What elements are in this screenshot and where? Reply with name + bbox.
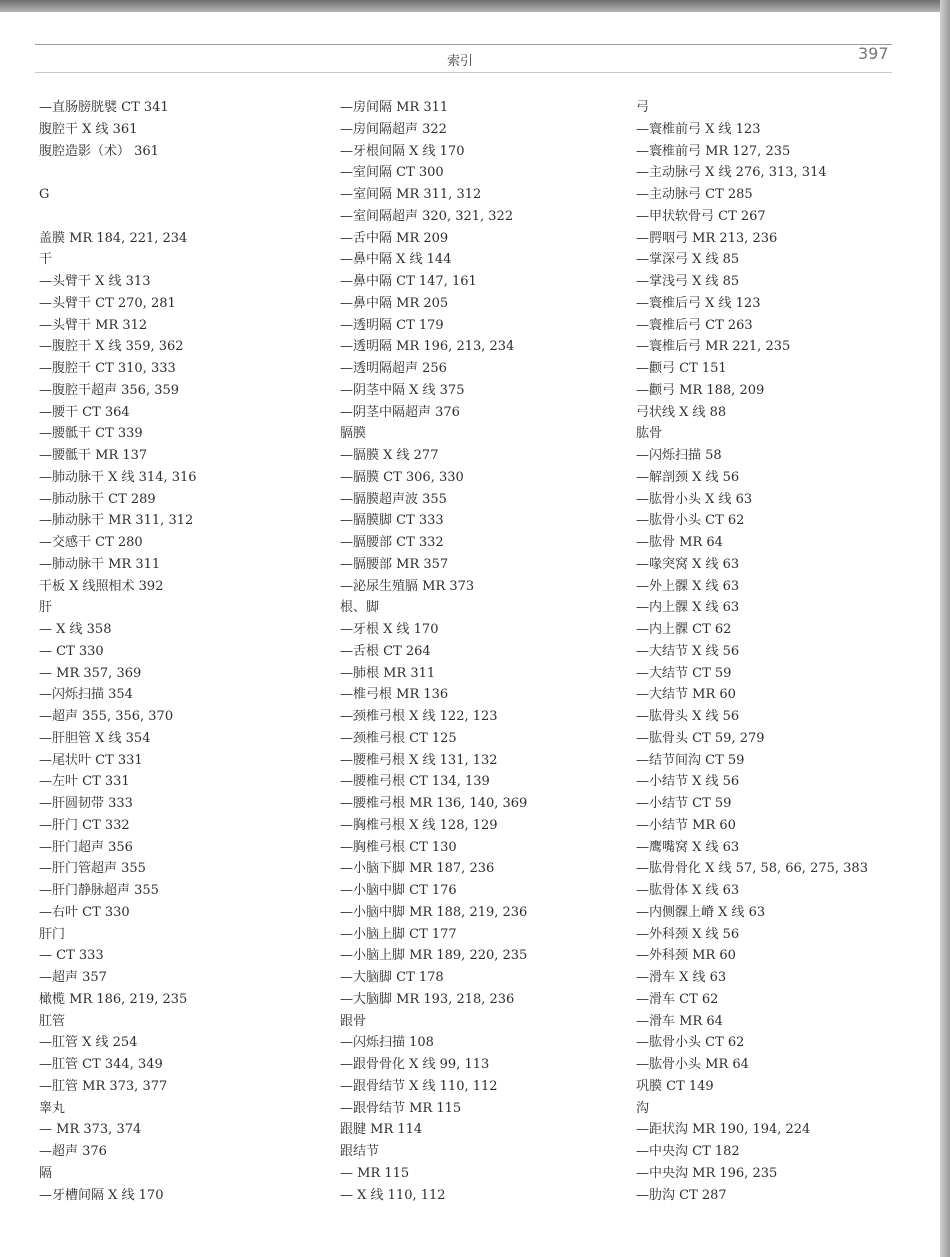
index-entry: —鼻中隔 X 线 144 <box>340 252 452 268</box>
index-entry: —腰椎弓根 MR 136, 140, 369 <box>340 796 528 811</box>
index-entry: —直肠膀胱襞 CT 341 <box>39 100 169 115</box>
index-entry: —超声 355, 356, 370 <box>39 709 174 724</box>
index-entry: 盖膜 MR 184, 221, 234 <box>39 230 188 246</box>
index-entry: —椎弓根 MR 136 <box>340 687 449 703</box>
index-entry: —肱骨小头 CT 62 <box>636 1035 745 1051</box>
index-entry: —腭咽弓 MR 213, 236 <box>636 230 778 246</box>
index-entry: 弓 <box>636 100 650 115</box>
index-entry: —膈膜脚 CT 333 <box>340 513 444 529</box>
index-entry: — MR 373, 374 <box>39 1122 142 1138</box>
index-entry: —主动脉弓 CT 285 <box>636 187 753 202</box>
index-entry: —寰椎后弓 MR 221, 235 <box>636 339 791 355</box>
index-entry: —滑车 MR 64 <box>636 1013 723 1029</box>
index-entry: —小脑上脚 MR 189, 220, 235 <box>340 948 528 964</box>
index-entry <box>39 162 197 184</box>
index-entry: —腰椎弓根 CT 134, 139 <box>340 774 490 790</box>
index-entry: —室间隔 MR 311, 312 <box>340 187 482 202</box>
index-entry: 跟结节 <box>340 1144 380 1159</box>
index-entry: —寰椎后弓 CT 263 <box>636 317 753 333</box>
index-entry: —膈腰部 CT 332 <box>340 535 444 550</box>
index-entry: —颈椎弓根 X 线 122, 123 <box>340 709 498 724</box>
index-entry: —房间隔 MR 311 <box>340 100 449 115</box>
index-entry: 睾丸 <box>39 1100 66 1116</box>
index-entry: —内侧髁上嵴 X 线 63 <box>636 904 766 920</box>
index-entry: —胸椎弓根 X 线 128, 129 <box>340 817 498 833</box>
index-entry: 肱骨 <box>636 426 663 442</box>
index-entry: —牙槽间隔 X 线 170 <box>39 1187 164 1203</box>
index-entry: —肱骨 MR 64 <box>636 535 723 550</box>
index-entry: —右叶 CT 330 <box>39 904 130 920</box>
index-entry: —结节间沟 CT 59 <box>636 752 745 768</box>
index-entry <box>39 206 197 228</box>
index-entry: —滑车 CT 62 <box>636 991 719 1007</box>
index-entry: —膈膜 CT 306, 330 <box>340 469 464 485</box>
index-entry: —肝门超声 356 <box>39 839 133 855</box>
index-entry: —寰椎后弓 X 线 123 <box>636 295 761 311</box>
index-entry: —甲状软骨弓 CT 267 <box>636 208 766 224</box>
index-entry: —头臂干 X 线 313 <box>39 274 151 289</box>
index-entry: —腰椎弓根 X 线 131, 132 <box>340 752 498 768</box>
index-entry: —膈膜超声波 355 <box>340 491 447 507</box>
index-entry: —小结节 X 线 56 <box>636 774 740 790</box>
index-entry: —牙根间隔 X 线 170 <box>340 143 465 159</box>
page-top-edge <box>0 0 950 12</box>
index-entry: —喙突窝 X 线 63 <box>636 556 740 572</box>
index-entry: —大结节 CT 59 <box>636 665 732 681</box>
index-entry: —闪烁扫描 108 <box>340 1035 434 1051</box>
index-entry: —肱骨小头 MR 64 <box>636 1057 749 1072</box>
index-entry: —肝门静脉超声 355 <box>39 883 159 898</box>
index-entry: —腹腔干 X 线 359, 362 <box>39 339 184 355</box>
index-entry: —透明隔 CT 179 <box>340 317 444 333</box>
index-entry: —头臂干 MR 312 <box>39 317 148 333</box>
index-entry: —小脑中脚 MR 188, 219, 236 <box>340 904 528 920</box>
index-entry: —颧弓 CT 151 <box>636 361 727 376</box>
page-number: 397 <box>858 44 889 63</box>
index-entry: 腹腔干 X 线 361 <box>39 121 138 137</box>
index-entry: —大结节 X 线 56 <box>636 643 740 659</box>
index-entry: —阴茎中隔 X 线 375 <box>340 382 465 398</box>
index-entry: —透明隔 MR 196, 213, 234 <box>340 339 515 355</box>
index-entry: —中央沟 MR 196, 235 <box>636 1165 778 1181</box>
index-entry: 沟 <box>636 1100 650 1116</box>
index-entry: —滑车 X 线 63 <box>636 970 727 985</box>
index-entry: — CT 333 <box>39 948 104 964</box>
index-entry: —肺动脉干 MR 311, 312 <box>39 513 194 529</box>
header-rule-bottom <box>35 72 892 73</box>
index-entry: —超声 357 <box>39 970 107 985</box>
index-entry: 根、脚 <box>340 600 380 616</box>
index-entry: —左叶 CT 331 <box>39 774 130 790</box>
index-entry: —解剖颈 X 线 56 <box>636 469 740 485</box>
index-entry: — MR 115 <box>340 1165 410 1181</box>
index-entry: —肺动脉干 MR 311 <box>39 556 161 572</box>
index-entry: —胸椎弓根 CT 130 <box>340 839 457 855</box>
index-entry: — MR 357, 369 <box>39 665 142 681</box>
index-entry: —房间隔超声 322 <box>340 121 447 137</box>
index-entry: 腹腔造影（术） 361 <box>39 143 159 159</box>
index-entry: —中央沟 CT 182 <box>636 1144 740 1159</box>
index-entry: 膈膜 <box>340 426 367 442</box>
index-entry: —闪烁扫描 58 <box>636 448 722 463</box>
index-entry: —掌浅弓 X 线 85 <box>636 274 740 289</box>
index-entry: —颧弓 MR 188, 209 <box>636 382 765 398</box>
index-entry: —头臂干 CT 270, 281 <box>39 295 176 311</box>
index-entry: —颈椎弓根 CT 125 <box>340 730 457 746</box>
index-entry: — X 线 358 <box>39 622 112 637</box>
index-entry: —超声 376 <box>39 1144 107 1159</box>
index-entry: —小结节 CT 59 <box>636 796 732 811</box>
index-entry: —闪烁扫描 354 <box>39 687 133 703</box>
index-entry: —跟骨结节 MR 115 <box>340 1100 462 1116</box>
index-column-3 <box>636 97 868 1206</box>
index-entry: —肱骨头 CT 59, 279 <box>636 730 765 746</box>
index-entry: —膈膜 X 线 277 <box>340 448 439 463</box>
index-entry: 巩膜 CT 149 <box>636 1078 714 1094</box>
page-binding-edge <box>940 0 950 1257</box>
index-column-2 <box>340 97 527 1206</box>
index-entry: —腹腔干 CT 310, 333 <box>39 361 176 376</box>
index-entry: —肋沟 CT 287 <box>636 1187 727 1203</box>
index-entry: —透明隔超声 256 <box>340 361 447 376</box>
index-entry: —腰骶干 CT 339 <box>39 426 143 442</box>
index-entry: —膈腰部 MR 357 <box>340 556 449 572</box>
index-entry: —肺根 MR 311 <box>340 665 436 681</box>
index-entry: —肺动脉干 CT 289 <box>39 491 156 507</box>
index-entry: —舌中隔 MR 209 <box>340 230 449 246</box>
index-entry: —内上髁 CT 62 <box>636 622 732 637</box>
index-entry: —腰干 CT 364 <box>39 404 130 420</box>
index-entry: —外科颈 MR 60 <box>636 948 736 964</box>
index-entry: —室间隔 CT 300 <box>340 165 444 181</box>
header-rule-top <box>35 44 892 45</box>
index-entry: —外上髁 X 线 63 <box>636 578 740 594</box>
index-entry: —肱骨小头 CT 62 <box>636 513 745 529</box>
index-entry: G <box>39 187 50 202</box>
index-entry: 肝门 <box>39 926 66 942</box>
index-entry: 跟腱 MR 114 <box>340 1122 423 1138</box>
index-entry: —外科颈 X 线 56 <box>636 926 740 942</box>
index-entry: —交感干 CT 280 <box>39 535 143 550</box>
index-entry: —腰骶干 MR 137 <box>39 448 148 463</box>
index-entry: —肛管 CT 344, 349 <box>39 1057 163 1072</box>
index-entry: 干板 X 线照相术 392 <box>39 578 164 594</box>
index-entry: —跟骨结节 X 线 110, 112 <box>340 1078 498 1094</box>
index-entry: —肱骨头 X 线 56 <box>636 709 740 724</box>
index-entry: —肝圆韧带 333 <box>39 796 133 811</box>
index-entry: 弓状线 X 线 88 <box>636 404 727 420</box>
index-entry: —泌尿生殖膈 MR 373 <box>340 578 475 594</box>
page-title: 索引 <box>446 54 473 69</box>
index-entry: —小结节 MR 60 <box>636 817 736 833</box>
index-entry: —舌根 CT 264 <box>340 643 431 659</box>
index-entry: —寰椎前弓 X 线 123 <box>636 121 761 137</box>
index-entry: —肝门 CT 332 <box>39 817 130 833</box>
index-entry: —小脑下脚 MR 187, 236 <box>340 861 495 877</box>
index-entry: 干 <box>39 252 53 268</box>
index-entry: —距状沟 MR 190, 194, 224 <box>636 1122 811 1138</box>
index-entry: — X 线 110, 112 <box>340 1187 446 1203</box>
index-entry: 肛管 <box>39 1013 66 1029</box>
index-entry: —跟骨骨化 X 线 99, 113 <box>340 1057 490 1072</box>
index-entry: —肝门管超声 355 <box>39 861 146 877</box>
index-entry: —肱骨骨化 X 线 57, 58, 66, 275, 383 <box>636 861 868 877</box>
index-entry: —牙根 X 线 170 <box>340 622 439 637</box>
index-entry: —鼻中隔 CT 147, 161 <box>340 274 477 289</box>
index-entry: —肝胆管 X 线 354 <box>39 730 151 746</box>
index-entry: —肛管 X 线 254 <box>39 1035 138 1051</box>
index-entry: —室间隔超声 320, 321, 322 <box>340 208 514 224</box>
index-entry: 橄榄 MR 186, 219, 235 <box>39 991 188 1007</box>
index-entry: 隔 <box>39 1165 53 1181</box>
index-entry: —内上髁 X 线 63 <box>636 600 740 616</box>
index-entry: —鹰嘴窝 X 线 63 <box>636 839 740 855</box>
index-entry: —腹腔干超声 356, 359 <box>39 382 180 398</box>
index-entry: —大结节 MR 60 <box>636 687 736 703</box>
index-entry: —大脑脚 CT 178 <box>340 970 444 985</box>
index-entry: —肱骨体 X 线 63 <box>636 883 740 898</box>
index-entry: —鼻中隔 MR 205 <box>340 295 449 311</box>
index-entry: —主动脉弓 X 线 276, 313, 314 <box>636 165 827 181</box>
index-entry: —小脑中脚 CT 176 <box>340 883 457 898</box>
index-entry: —小脑上脚 CT 177 <box>340 926 457 942</box>
index-entry: —大脑脚 MR 193, 218, 236 <box>340 991 515 1007</box>
index-entry: —肱骨小头 X 线 63 <box>636 491 753 507</box>
index-entry: —肺动脉干 X 线 314, 316 <box>39 469 197 485</box>
index-entry: 肝 <box>39 600 53 616</box>
index-entry: —尾状叶 CT 331 <box>39 752 143 768</box>
index-entry: —阴茎中隔超声 376 <box>340 404 460 420</box>
index-entry: —肛管 MR 373, 377 <box>39 1078 168 1094</box>
index-entry: —掌深弓 X 线 85 <box>636 252 740 268</box>
index-entry: 跟骨 <box>340 1013 367 1029</box>
index-entry: —寰椎前弓 MR 127, 235 <box>636 143 791 159</box>
index-entry: — CT 330 <box>39 643 104 659</box>
index-column-1 <box>39 97 197 1206</box>
